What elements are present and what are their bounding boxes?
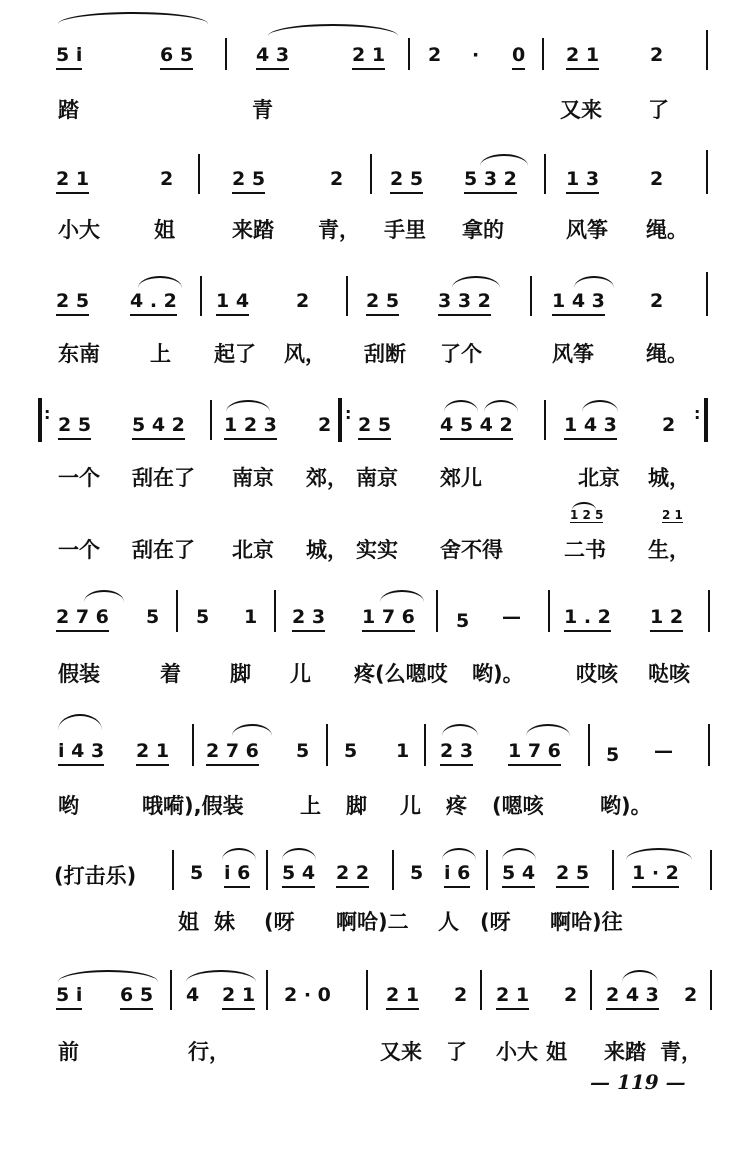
barline (530, 276, 532, 316)
note: 5 (146, 606, 160, 628)
lyric: 刮断 (364, 342, 406, 366)
lyric: 青， (318, 218, 360, 242)
lyric: 了 (446, 1040, 467, 1064)
lyric: 刮在了 (132, 466, 195, 490)
note-group: 1 4 (216, 290, 249, 316)
note-group: 1 4 3 (552, 290, 605, 316)
note: 5 (196, 606, 210, 628)
barline (706, 272, 708, 316)
barline (706, 150, 708, 194)
note: 2 (296, 290, 310, 312)
note-group: 5 4 2 (132, 414, 185, 440)
lyric-line-2 (0, 500, 750, 570)
note-group: 2 2 (336, 862, 369, 888)
barline (480, 970, 482, 1010)
slur (84, 590, 124, 602)
slur (502, 848, 536, 860)
staff-7 (0, 842, 750, 952)
barline (590, 970, 592, 1010)
slur (380, 590, 424, 602)
lyric: 舍不得 (440, 538, 503, 562)
percussion-label: (打击乐) (54, 864, 137, 888)
lyric: 南京 (356, 466, 398, 490)
note-group: 1 4 3 (564, 414, 617, 440)
dash: — (502, 606, 521, 628)
note-group: i 4 3 (58, 740, 104, 766)
lyric: (呀 (480, 910, 511, 934)
note-group: 2 7 6 (56, 606, 109, 632)
note-group: 1 7 6 (362, 606, 415, 632)
note-group: 2 5 (556, 862, 589, 888)
barline (200, 276, 202, 316)
note-group: 2 3 (440, 740, 473, 766)
lyric: 小大 (496, 1040, 538, 1064)
barline (708, 590, 710, 632)
lyric: 了 (648, 98, 669, 122)
note-group: 4 5 4 2 (440, 414, 513, 440)
note-group: 3 3 2 (438, 290, 491, 316)
note-group: 1 · 2 (632, 862, 679, 888)
grace-notes: 2 1 (662, 508, 683, 522)
note: 2 (160, 168, 174, 190)
note: 5 (296, 740, 310, 762)
note: 1 (244, 606, 258, 628)
note: 2 (650, 290, 664, 312)
barline (710, 970, 712, 1010)
lyric: 脚 (346, 794, 367, 818)
note: 2 (662, 414, 676, 436)
lyric: 青 (252, 98, 273, 122)
barline (274, 590, 276, 632)
barline (612, 850, 614, 890)
note-group: 2 1 (222, 984, 255, 1010)
slur (526, 724, 570, 736)
note-group: 2 5 (358, 414, 391, 440)
slur (58, 12, 208, 24)
staff-8 (0, 960, 750, 1080)
lyric: 哦嗬),假装 (142, 794, 244, 818)
barline (436, 590, 438, 632)
lyric: 上 (300, 794, 321, 818)
note: 2 (318, 414, 332, 436)
lyric: 小大 (58, 218, 100, 242)
note-group: 1 7 6 (508, 740, 561, 766)
note-group: 2 1 (566, 44, 599, 70)
dash: — (654, 740, 673, 762)
note-group: 2 1 (136, 740, 169, 766)
barline (366, 970, 368, 1010)
lyric: 绳。 (646, 218, 688, 242)
lyric: 风， (284, 342, 326, 366)
note-group: 4 3 (256, 44, 289, 70)
lyric: 姐 (546, 1040, 567, 1064)
staff-4 (0, 388, 750, 498)
lyric: 前 (58, 1040, 79, 1064)
barline (544, 154, 546, 194)
slur (452, 276, 500, 288)
note-group: 2 5 (232, 168, 265, 194)
note-group: 2 7 6 (206, 740, 259, 766)
barline (424, 724, 426, 766)
repeat-start (38, 398, 42, 442)
note-group: i 6 (224, 862, 250, 888)
note-group: 6 5 (160, 44, 193, 70)
lyric: 手里 (384, 218, 426, 242)
note: 2 (684, 984, 698, 1006)
lyric: 假装 (58, 662, 100, 686)
barline (266, 850, 268, 890)
lyric: 一个 (58, 538, 100, 562)
note-group: 5 4 (282, 862, 315, 888)
note-group: 2 5 (56, 290, 89, 316)
note-group: 5 i (56, 44, 82, 70)
lyric: 哟)。 (472, 662, 524, 686)
lyric: 东南 (58, 342, 100, 366)
lyric: 啊哈)二 (336, 910, 409, 934)
note-group: 5 4 (502, 862, 535, 888)
barline (346, 276, 348, 316)
note-group: 1 2 3 (224, 414, 277, 440)
barline (588, 724, 590, 766)
grace-notes: 1 2 5 (570, 508, 604, 522)
note: 4 (186, 984, 200, 1006)
barline (370, 154, 372, 194)
note: 2 (454, 984, 468, 1006)
lyric: 一个 (58, 466, 100, 490)
lyric: 拿的 (462, 218, 504, 242)
slur (484, 400, 518, 412)
note: 2 (650, 44, 664, 66)
lyric: 上 (150, 342, 171, 366)
barline (708, 724, 710, 766)
barline (225, 38, 227, 70)
barline (326, 724, 328, 766)
barline (706, 30, 708, 70)
page-number: — 119 — (590, 1070, 686, 1094)
barline (486, 850, 488, 890)
lyric: 哒咳 (648, 662, 690, 686)
slur (232, 724, 272, 736)
barline (172, 850, 174, 890)
note-group: 1 2 (650, 606, 683, 632)
lyric: 哎咳 (576, 662, 618, 686)
lyric: 来踏 (232, 218, 274, 242)
lyric: 风筝 (566, 218, 608, 242)
lyric: 脚 (230, 662, 251, 686)
note-group: 1 . 2 (564, 606, 611, 632)
note: 5 (606, 744, 620, 766)
barline (192, 724, 194, 766)
lyric: 行， (188, 1040, 230, 1064)
note-group: 2 4 3 (606, 984, 659, 1010)
note-group: 2 1 (496, 984, 529, 1010)
barline (392, 850, 394, 890)
lyric: 人 (438, 910, 459, 934)
slur (226, 400, 270, 412)
lyric: 郊， (306, 466, 348, 490)
barline (210, 400, 212, 440)
lyric: (呀 (264, 910, 295, 934)
lyric: 城， (306, 538, 348, 562)
barline (548, 590, 550, 632)
barline (542, 38, 544, 70)
slur (186, 970, 256, 982)
lyric: 姐 (154, 218, 175, 242)
note: 5 (190, 862, 204, 884)
slur (282, 848, 316, 860)
slur (442, 724, 478, 736)
slur (222, 848, 256, 860)
lyric: (嗯咳 (492, 794, 544, 818)
staff-6 (0, 712, 750, 832)
slur (442, 848, 476, 860)
note-group: 2 1 (386, 984, 419, 1010)
lyric: 城， (648, 466, 690, 490)
note-group: 2 1 (56, 168, 89, 194)
staff-2 (0, 140, 750, 250)
note-group: 4 . 2 (130, 290, 177, 316)
lyric: 二书 (564, 538, 606, 562)
note: 2 (428, 44, 442, 66)
note: 2 (564, 984, 578, 1006)
lyric: 南京 (232, 466, 274, 490)
note-group: 2 5 (58, 414, 91, 440)
note-group: 2 5 (390, 168, 423, 194)
lyric: 哟)。 (600, 794, 652, 818)
lyric: 踏 (58, 98, 79, 122)
slur (582, 400, 618, 412)
lyric: 了个 (440, 342, 482, 366)
lyric: 又来 (560, 98, 602, 122)
note-group: 2 3 (292, 606, 325, 632)
slur (626, 848, 692, 860)
lyric: 北京 (232, 538, 274, 562)
slur (622, 970, 658, 982)
lyric: 起了 (214, 342, 256, 366)
staff-1 (0, 0, 750, 130)
note: 5 (410, 862, 424, 884)
note-group: 5 i (56, 984, 82, 1010)
note-group: 2 1 (352, 44, 385, 70)
barline (176, 590, 178, 632)
staff-3 (0, 262, 750, 372)
lyric: 实实 (356, 538, 398, 562)
repeat-dots: : (694, 404, 701, 423)
note-group: i 6 (444, 862, 470, 888)
lyric: 郊儿 (440, 466, 482, 490)
repeat-end (704, 398, 708, 442)
lyric: 儿 (400, 794, 421, 818)
repeat-end (338, 398, 342, 442)
lyric: 青， (660, 1040, 702, 1064)
barline (544, 400, 546, 440)
lyric: 哟 (58, 794, 79, 818)
lyric: 姐 (178, 910, 199, 934)
slur (444, 400, 478, 412)
note: 0 (512, 44, 525, 70)
slur (58, 714, 102, 730)
staff-5 (0, 582, 750, 702)
repeat-dots: : (44, 404, 51, 423)
note: 2 (330, 168, 344, 190)
repeat-dots: : (345, 404, 352, 423)
barline (710, 850, 712, 890)
barline (170, 970, 172, 1010)
note: 2 · 0 (284, 984, 331, 1006)
note-group: 5 3 2 (464, 168, 517, 194)
lyric: 北京 (578, 466, 620, 490)
slur (58, 970, 158, 982)
slur (574, 276, 614, 288)
lyric: 生， (648, 538, 690, 562)
lyric: 又来 (380, 1040, 422, 1064)
note: 5 (456, 610, 470, 632)
note-group: 6 5 (120, 984, 153, 1010)
note-group: 1 3 (566, 168, 599, 194)
note: 1 (396, 740, 410, 762)
lyric: 风筝 (552, 342, 594, 366)
lyric: 疼(么嗯哎 (354, 662, 448, 686)
lyric: 妹 (214, 910, 235, 934)
barline (408, 38, 410, 70)
note-group: 2 5 (366, 290, 399, 316)
barline (266, 970, 268, 1010)
lyric: 儿 (290, 662, 311, 686)
lyric: 啊哈)往 (550, 910, 623, 934)
lyric: 绳。 (646, 342, 688, 366)
slur (268, 24, 398, 36)
slur (138, 276, 182, 288)
lyric: 刮在了 (132, 538, 195, 562)
slur (480, 154, 528, 166)
note: 5 (344, 740, 358, 762)
note: 2 (650, 168, 664, 190)
lyric: 着 (160, 662, 181, 686)
lyric: 来踏 (604, 1040, 646, 1064)
note: · (472, 44, 480, 66)
lyric: 疼 (446, 794, 467, 818)
barline (198, 154, 200, 194)
